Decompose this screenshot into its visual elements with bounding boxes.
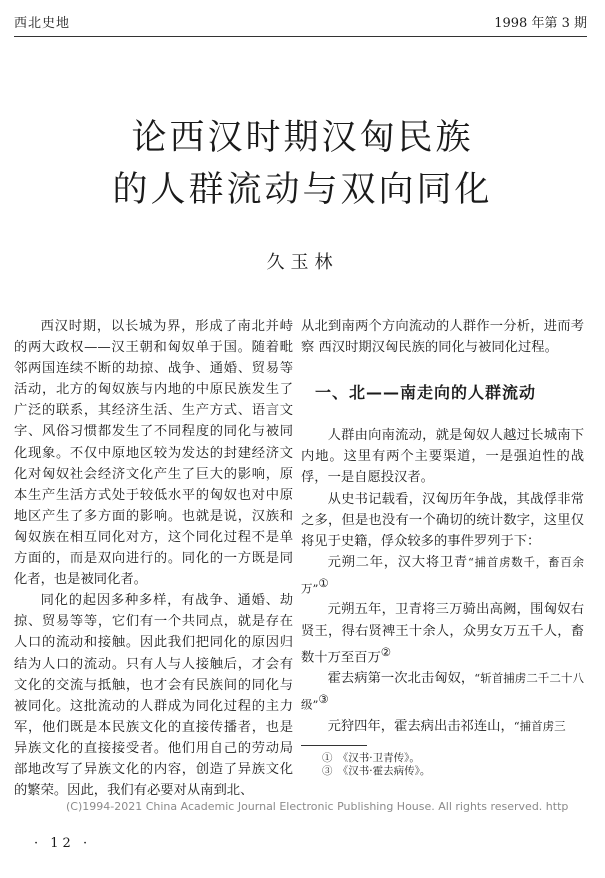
right-column	[301, 316, 584, 778]
title-line-2: 的人群流动与双向同化	[112, 170, 493, 210]
event-item-3: 霍去病第一次北击匈奴，“斩首捕虏二千二十八级”③	[301, 671, 584, 712]
body-paragraph-1: 西汉时期，以长城为界，形成了南北并峙的两大政权——汉王朝和匈奴单于国。随着毗邻两国连续不断的劫掠、战争、通婚、贸易等活动，北方的匈奴族与内地的中原民族发生了广泛的联系，其经济生活、生产方式、语言文字、风俗习惯都发生了不同程度的同化与被同化现象。不仅中原地区较为发达的封建经济文化对匈奴社会经济文化产生了巨大的影响，原本生产生活方式处于较低水平的匈奴也对中原地区产生了多方面的影响。也就是说，汉族和匈奴族在相互同化对方，这个同化过程不是单方面的，而是双向进行的。同化的一方既是同化者，也是被同化者。	[14, 319, 293, 588]
issue-label: 1998 年第 3 期	[494, 16, 587, 31]
title-line-1: 论西汉时期汉匈民族	[131, 118, 474, 158]
article-title	[0, 112, 605, 216]
copyright-watermark: (C)1994-2021 China Academic Journal Electronic Publishing House. All rights reserved. http	[66, 800, 569, 813]
body-paragraph-2: 同化的起因多种多样，有战争、通婚、劫掠、贸易等等，它们有一个共同点，就是存在人口的流动和接触。因此我们把同化的原因归结为人口的流动。只有人与人接触后，才会有文化的交流与抵触，也才会有民族间的同化与被同化。这批流动的人群成为同化过程的主力军，他们既是本民族文化的直接传播者，也是异族文化的直接接受者。他们用自己的劳动局部地改写了异族文化的内容，创造了异族文化的繁荣。因此，我们有必要对从南到北、	[14, 593, 293, 799]
event-item-2: 元朔五年，卫青将三万骑出高阙，围匈奴右贤王，得右贤裨王十余人，众男女万五千人，畜数十万至百万②	[301, 602, 584, 666]
footnote-divider	[301, 745, 367, 746]
footnote-1: ① 《汉书·卫青传》。	[322, 751, 420, 764]
page-number: · 12 ·	[34, 836, 92, 851]
section-heading: 一、北——南走向的人群流动	[315, 383, 537, 403]
body-paragraph-3: 人群由向南流动，就是匈奴人越过长城南下内地。这里有两个主要渠道，一是强迫性的战俘，一是自愿投汉者。	[301, 428, 584, 486]
header-divider	[14, 36, 587, 37]
left-column	[14, 316, 293, 801]
continued-paragraph: 从北到南两个方向流动的人群作一分析，进而考察 西汉时期汉匈民族的同化与被同化过程。	[301, 319, 584, 356]
body-paragraph-4: 从史书记载看，汉匈历年争战，其战俘非常之多，但是也没有一个确切的统计数字，这里仅将见于史籍，俘众较多的事件罗列于下：	[301, 491, 584, 549]
author-name: 久玉林	[266, 252, 339, 273]
journal-name: 西北史地	[14, 16, 71, 31]
footnote-3: ③ 《汉书·霍去病传》。	[322, 764, 431, 777]
event-item-4: 元狩四年，霍去病出击祁连山，“捕首虏三	[327, 718, 566, 734]
event-item-1: 元朔二年，汉大将卫青“捕首虏数千，畜百余万”①	[301, 554, 585, 596]
